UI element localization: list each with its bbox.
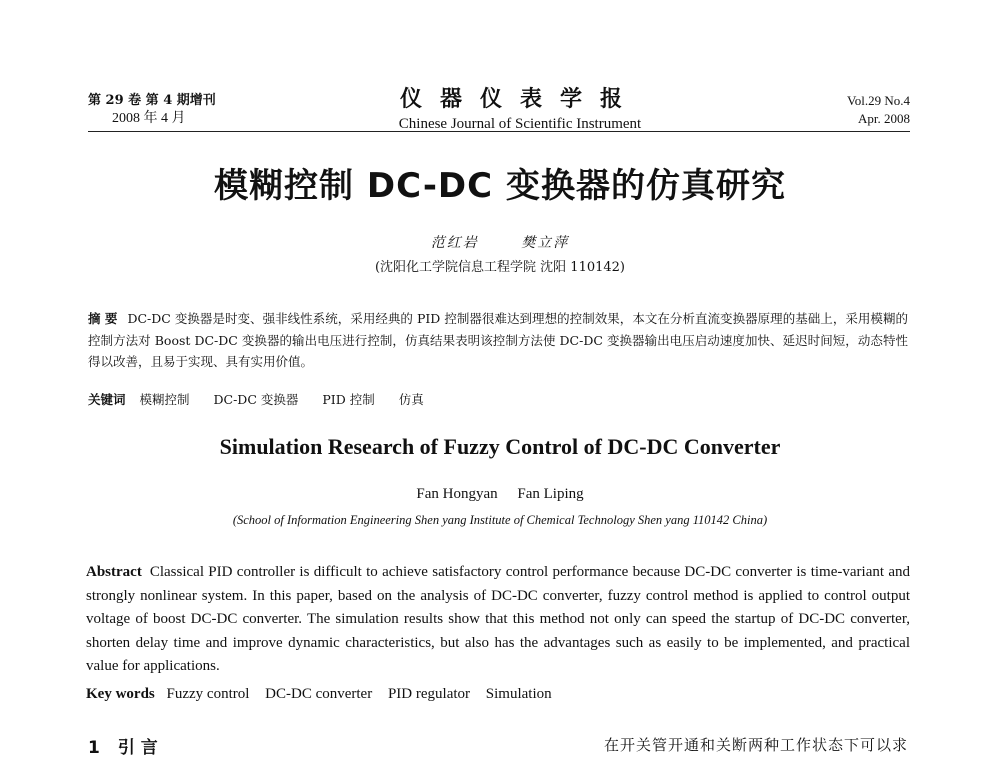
abstract-cn bbox=[88, 308, 908, 373]
keyword-en: Fuzzy control bbox=[166, 686, 250, 702]
affiliation-en: (School of Information Engineering Shen yang Institute of Chemical Technology Shen yang 110142 China) bbox=[232, 513, 768, 527]
publication-date-en: Apr. 2008 bbox=[858, 111, 910, 126]
header-left bbox=[88, 92, 216, 128]
publication-date-cn: 2008 年 4 月 bbox=[112, 111, 186, 126]
keyword-en: PID regulator bbox=[387, 686, 471, 702]
abstract-cn-text: DC-DC 变换器是时变、强非线性系统，采用经典的 PID 控制器很难达到理想的控制效果，本文在分析直流变换器原理的基础上，采用模糊的控制方法对 Boost DC-DC 变换器的输出电压进行控制，仿真结果表明该控制方法使 DC-DC 变换器输出电压启动速度加快、延迟时间短，动态特性得以改善，且易于实现、具有实用价值。 bbox=[88, 311, 908, 369]
volume-en: Vol.29 No.4 bbox=[847, 93, 910, 108]
abstract-cn-label: 摘 要 bbox=[88, 311, 118, 326]
keyword-cn: PID 控制 bbox=[322, 392, 375, 407]
volume-issue: 第 29 卷 第 4 期增刊 bbox=[88, 93, 216, 108]
header-right bbox=[847, 92, 910, 128]
section-title: 引 言 bbox=[117, 738, 158, 758]
authors-en bbox=[0, 486, 1000, 503]
abstract-en-text: Classical PID controller is difficult to achieve satisfactory control performance because DC-DC converter is time-variant and strongly nonlinear system. In this paper, based on the analysis of DC-DC converter, fuzzy control method is applied to control output voltage of boost DC-DC converter. The simulation results show that this method not only can speed the startup of DC-DC converter, shorten delay time and improve dynamic characteristics, but also has the advantages such as easily to be implemented, and practical value for applications. bbox=[86, 564, 910, 675]
keywords-en-label: Key words bbox=[86, 686, 155, 702]
author-en: Fan Hongyan bbox=[416, 486, 498, 502]
keyword-cn: 仿真 bbox=[398, 392, 424, 407]
keywords-cn-label: 关键词 bbox=[88, 392, 126, 407]
journal-title-en: Chinese Journal of Scientific Instrument bbox=[398, 116, 642, 132]
body-text-fragment: 在开关管开通和关断两种工作状态下可以求 bbox=[603, 736, 908, 754]
keyword-en: Simulation bbox=[485, 686, 552, 702]
keyword-cn: 模糊控制 bbox=[139, 392, 190, 407]
journal-title-cn: 仪器仪表学报 bbox=[399, 86, 640, 112]
keywords-cn bbox=[88, 390, 444, 408]
keyword-en: DC-DC converter bbox=[265, 686, 373, 702]
keyword-cn: DC-DC 变换器 bbox=[213, 392, 299, 407]
paper-title-cn: 模糊控制 DC-DC 变换器的仿真研究 bbox=[214, 166, 786, 206]
section-heading bbox=[88, 733, 158, 758]
author-cn: 樊立萍 bbox=[521, 235, 570, 251]
journal-header bbox=[300, 84, 740, 134]
keywords-en bbox=[86, 686, 564, 703]
author-en: Fan Liping bbox=[517, 486, 584, 502]
author-cn: 范红岩 bbox=[430, 235, 479, 251]
header-rule bbox=[88, 131, 910, 132]
authors-cn bbox=[0, 232, 1000, 252]
affiliation-cn: (沈阳化工学院信息工程学院 沈阳 110142) bbox=[374, 260, 626, 275]
section-number: 1 bbox=[88, 738, 100, 758]
paper-title-en: Simulation Research of Fuzzy Control of DC-DC Converter bbox=[219, 434, 781, 459]
abstract-en-label: Abstract bbox=[86, 564, 142, 580]
abstract-en bbox=[86, 561, 910, 679]
